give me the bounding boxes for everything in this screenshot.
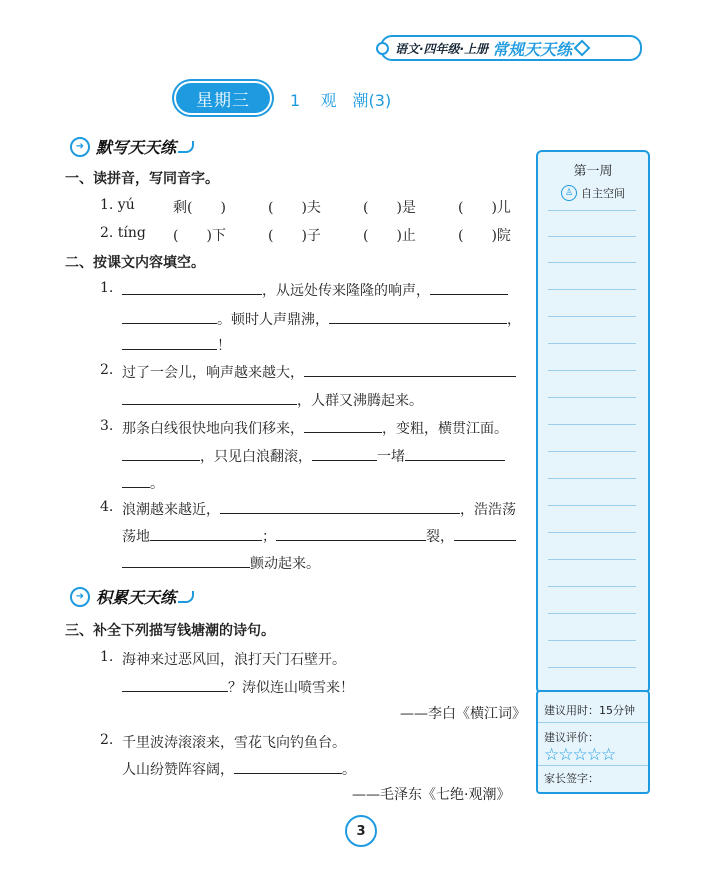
text: ， xyxy=(507,312,521,328)
note-line xyxy=(548,613,636,614)
pinyin-item: ( )是 xyxy=(363,200,416,216)
poem-line: 千里波涛滚滚来，雪花飞向钓鱼台。 xyxy=(122,735,346,751)
q3-title: 三、补全下列描写钱塘潮的诗句。 xyxy=(65,623,275,639)
text: 浪潮越来越近， xyxy=(122,502,220,518)
pinyin-item: ( )院 xyxy=(458,228,511,244)
fill-line xyxy=(122,446,505,466)
answer-blank[interactable] xyxy=(150,526,262,541)
pinyin-item: ( )儿 xyxy=(458,200,511,216)
text: ！ xyxy=(217,338,231,354)
note-line xyxy=(548,289,636,290)
poem-attribution: ——毛泽东《七绝·观潮》 xyxy=(352,787,511,803)
poem-attribution: ——李白《横江词》 xyxy=(400,706,526,722)
item-number: 2. xyxy=(100,362,114,378)
item-number: 2. xyxy=(100,732,114,748)
note-line xyxy=(548,262,636,263)
person-icon: ♙ xyxy=(561,185,577,201)
item-number: 1. xyxy=(100,280,114,296)
fill-line xyxy=(122,335,231,355)
answer-blank[interactable] xyxy=(122,390,297,405)
pinyin-row-1 xyxy=(100,197,135,213)
item-number: 3. xyxy=(100,418,114,434)
text: 过了一会儿，响声越来越大， xyxy=(122,365,304,381)
text: 荡地 xyxy=(122,529,150,545)
text: ，人群又沸腾起来。 xyxy=(297,393,423,409)
answer-blank[interactable] xyxy=(122,280,262,295)
note-line xyxy=(548,640,636,641)
answer-blank[interactable] xyxy=(122,473,150,488)
fill-line xyxy=(122,499,516,519)
text: ，变粗，横贯江面。 xyxy=(382,421,508,437)
section2-title: 积累天天练 xyxy=(96,588,177,607)
text: 一堵 xyxy=(377,449,405,465)
text: 。 xyxy=(342,762,356,778)
swoosh-icon xyxy=(178,591,194,603)
lesson-number: 1 xyxy=(290,91,301,110)
pinyin-item: ( )止 xyxy=(363,228,416,244)
answer-blank[interactable] xyxy=(304,418,382,433)
q1-title: 一、读拼音，写同音字。 xyxy=(65,171,219,187)
week-label: 第一周 xyxy=(573,164,613,179)
self-space-label: 自主空间 xyxy=(581,187,625,200)
note-line xyxy=(548,478,636,479)
page-number: 3 xyxy=(345,815,377,847)
poem-line: 海神来过恶风回，浪打天门石壁开。 xyxy=(122,652,346,668)
answer-blank[interactable] xyxy=(220,499,460,514)
fill-line xyxy=(122,473,164,493)
text: 人山纷赞阵容阔， xyxy=(122,762,234,778)
section-title-accumulation xyxy=(70,585,194,608)
day-pill: 星期三 xyxy=(176,83,270,113)
weekly-panel xyxy=(536,150,650,694)
item-number: 4. xyxy=(100,499,114,515)
diamond-icon xyxy=(574,40,591,57)
note-line xyxy=(548,586,636,587)
fill-line xyxy=(122,418,508,438)
pinyin-item: 剩( ) xyxy=(173,200,226,216)
note-line xyxy=(548,370,636,371)
text: ，浩浩荡 xyxy=(460,502,516,518)
note-line xyxy=(548,316,636,317)
evaluation-box xyxy=(536,690,650,794)
text: ； xyxy=(262,529,276,545)
q2-title: 二、按课文内容填空。 xyxy=(65,255,205,271)
text: ？涛似连山喷雪来！ xyxy=(228,680,354,696)
answer-blank[interactable] xyxy=(304,362,516,377)
section1-title: 默写天天练 xyxy=(96,138,177,157)
circle-icon xyxy=(376,42,389,55)
parent-signature: 家长签字： xyxy=(544,772,599,785)
text: ，只见白浪翻滚， xyxy=(200,449,312,465)
note-line xyxy=(548,667,636,668)
pinyin-item: ( )下 xyxy=(173,228,226,244)
self-space xyxy=(538,185,648,201)
pinyin-item: ( )夫 xyxy=(268,200,321,216)
text: 。 xyxy=(150,476,164,492)
header-badge xyxy=(380,35,642,61)
lesson-part: (3) xyxy=(368,91,392,110)
pinyin-label: 1. yú xyxy=(100,197,135,213)
header-brand: 常规天天练 xyxy=(492,39,573,59)
answer-blank[interactable] xyxy=(430,280,508,295)
swoosh-icon xyxy=(178,141,194,153)
suggested-time: 建议用时：15分钟 xyxy=(538,702,648,723)
text: 。顿时人声鼎沸， xyxy=(217,312,329,328)
text: 那条白线很快地向我们移来， xyxy=(122,421,304,437)
fill-line xyxy=(122,362,516,382)
fill-line xyxy=(122,526,516,546)
lesson-title xyxy=(290,88,391,111)
arrow-circle-icon: ➜ xyxy=(70,587,90,607)
suggested-rating-label: 建议评价： xyxy=(544,731,599,744)
note-line xyxy=(548,236,636,237)
lesson-name: 观 潮 xyxy=(320,91,369,110)
section-title-dictation xyxy=(70,135,194,158)
rating-stars[interactable]: ☆☆☆☆☆ xyxy=(538,745,648,766)
answer-blank[interactable] xyxy=(454,526,516,541)
fill-line xyxy=(122,553,320,573)
note-line xyxy=(548,397,636,398)
pinyin-label: 2. tíng xyxy=(100,225,146,241)
note-line xyxy=(548,505,636,506)
text: 裂， xyxy=(426,529,454,545)
header-subject: 语文·四年级·上册 xyxy=(395,41,489,56)
answer-blank[interactable] xyxy=(122,309,217,324)
note-line xyxy=(548,559,636,560)
pinyin-row-2 xyxy=(100,225,146,241)
note-line xyxy=(548,343,636,344)
pinyin-item: ( )子 xyxy=(268,228,321,244)
text: ，从远处传来隆隆的响声， xyxy=(262,283,430,299)
note-line xyxy=(548,424,636,425)
answer-blank[interactable] xyxy=(122,553,250,568)
fill-line xyxy=(122,280,508,300)
answer-blank[interactable] xyxy=(329,309,507,324)
fill-line xyxy=(122,677,354,697)
fill-line xyxy=(122,309,521,329)
arrow-circle-icon: ➜ xyxy=(70,137,90,157)
answer-blank[interactable] xyxy=(122,446,200,461)
note-line xyxy=(548,532,636,533)
fill-line xyxy=(122,759,356,779)
answer-blank[interactable] xyxy=(122,677,228,692)
note-line xyxy=(548,451,636,452)
answer-blank[interactable] xyxy=(312,446,377,461)
fill-line xyxy=(122,390,423,410)
answer-blank[interactable] xyxy=(276,526,426,541)
note-line xyxy=(548,210,636,211)
answer-blank[interactable] xyxy=(122,335,217,350)
item-number: 1. xyxy=(100,649,114,665)
answer-blank[interactable] xyxy=(405,446,505,461)
text: 颤动起来。 xyxy=(250,556,320,572)
answer-blank[interactable] xyxy=(234,759,342,774)
